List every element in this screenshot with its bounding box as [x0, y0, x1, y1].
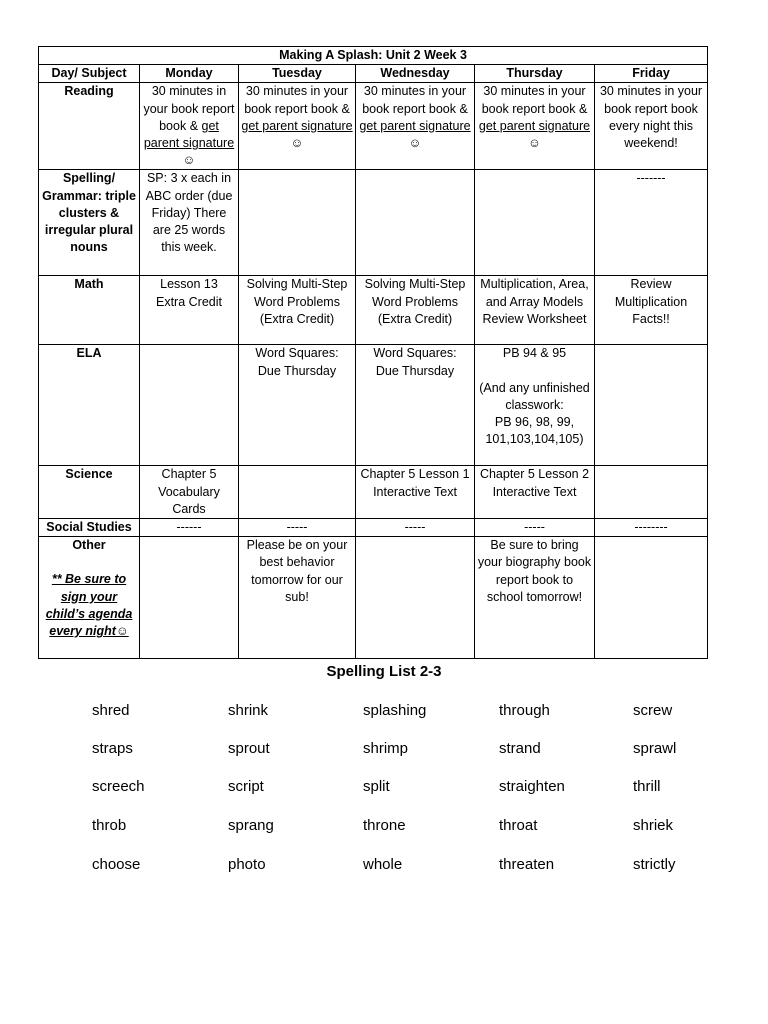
assignment-text: 30 minutes in your book report book & [362, 84, 468, 116]
spelling-word: straps [92, 740, 133, 757]
subject-label: Reading [64, 84, 114, 99]
assignment-cell-thursday [475, 537, 595, 659]
assignment-text: Chapter 5 Vocabulary Cards [158, 467, 220, 516]
assignment-text: Due Thursday [375, 363, 455, 378]
parent-signature-note: get parent signature [143, 118, 235, 151]
assignment-cell-friday [595, 519, 708, 537]
spelling-word: screw [633, 702, 673, 719]
assignment-text: ------ [176, 520, 202, 535]
table-row [39, 537, 708, 659]
assignment-text: ☺ [408, 136, 422, 151]
spelling-list-title: Spelling List 2-3 [326, 663, 442, 680]
assignment-text: Extra Credit [156, 294, 222, 309]
assignment-cell-wednesday [356, 519, 475, 537]
assignment-text: -------- [634, 520, 668, 535]
assignment-cell-monday [140, 537, 239, 659]
subject-cell [39, 170, 140, 276]
assignment-text: Solving Multi-Step Word Problems (Extra Credit) [364, 277, 466, 326]
spelling-word: straighten [499, 778, 565, 795]
assignment-text: PB 96, 98, 99, 101,103,104,105) [485, 415, 584, 447]
assignment-text: 30 minutes in your book report book & [143, 84, 235, 133]
assignment-cell-monday [140, 519, 239, 537]
assignment-text [477, 363, 592, 380]
spelling-word: sprout [228, 740, 270, 757]
spelling-word: choose [92, 856, 141, 873]
assignment-cell-monday [140, 466, 239, 519]
column-header-friday: Friday [595, 65, 708, 83]
assignment-cell-friday [595, 537, 708, 659]
assignment-text: 30 minutes in your book report book & [481, 84, 588, 116]
homework-table [38, 46, 708, 659]
spelling-word: shriek [633, 817, 674, 834]
spelling-word: strictly [633, 856, 676, 873]
spelling-word: whole [363, 856, 403, 873]
assignment-cell-wednesday [356, 345, 475, 466]
subject-label: Math [74, 277, 104, 292]
column-header-thursday: Thursday [475, 65, 595, 83]
assignment-cell-friday [595, 83, 708, 170]
assignment-text: 30 minutes in your book report book & [244, 84, 350, 116]
assignment-cell-tuesday [239, 83, 356, 170]
subject-label: Social Studies [46, 520, 132, 535]
assignment-text: Multiplication, Area, and Array Models Review Worksheet [480, 277, 589, 326]
spelling-word: throat [499, 817, 538, 834]
assignment-cell-monday [140, 170, 239, 276]
assignment-text: Lesson 13 [160, 277, 218, 292]
assignment-text: PB 94 & 95 [502, 346, 567, 361]
assignment-cell-friday [595, 466, 708, 519]
assignment-cell-wednesday [356, 83, 475, 170]
spelling-word: sprang [228, 817, 274, 834]
column-header-wednesday: Wednesday [356, 65, 475, 83]
assignment-cell-tuesday [239, 345, 356, 466]
subject-label: Other [72, 538, 106, 553]
assignment-text: 30 minutes in your book report book every night this weekend! [599, 84, 703, 151]
assignment-text: ☺ [528, 136, 541, 151]
assignment-cell-wednesday [356, 276, 475, 345]
agenda-reminder-note: ** Be sure to sign your child’s agenda every night☺ [45, 572, 133, 639]
assignment-text: ☺ [290, 136, 304, 151]
spelling-word: throb [92, 817, 127, 834]
assignment-cell-monday [140, 345, 239, 466]
parent-signature-note: get parent signature [359, 118, 471, 133]
parent-signature-note: get parent signature [478, 118, 591, 133]
assignment-cell-thursday [475, 170, 595, 276]
spelling-word: screech [92, 778, 145, 795]
assignment-cell-monday [140, 83, 239, 170]
spelling-word: throne [363, 817, 406, 834]
spelling-word: photo [228, 856, 266, 873]
table-row [39, 466, 708, 519]
assignment-text: Review Multiplication Facts!! [614, 277, 688, 326]
subject-cell [39, 519, 140, 537]
table-row [39, 83, 708, 170]
assignment-cell-thursday [475, 466, 595, 519]
assignment-text: Due Thursday [257, 363, 337, 378]
column-header-tuesday: Tuesday [239, 65, 356, 83]
table-title: Making A Splash: Unit 2 Week 3 [39, 47, 708, 65]
spelling-word: script [228, 778, 264, 795]
assignment-text: ☺ [182, 153, 196, 168]
assignment-cell-thursday [475, 276, 595, 345]
table-row [39, 276, 708, 345]
assignment-cell-tuesday [239, 519, 356, 537]
spelling-word: through [499, 702, 550, 719]
spelling-word: shrink [228, 702, 269, 719]
spelling-word: split [363, 778, 390, 795]
subject-cell [39, 83, 140, 170]
parent-signature-note: get parent signature [241, 118, 353, 133]
table-row [39, 170, 708, 276]
spelling-word: shred [92, 702, 130, 719]
subject-cell [39, 466, 140, 519]
assignment-cell-monday [140, 276, 239, 345]
header-row [39, 65, 708, 83]
assignment-cell-tuesday [239, 537, 356, 659]
assignment-text: Word Squares: [373, 346, 457, 361]
assignment-cell-tuesday [239, 466, 356, 519]
assignment-text: Be sure to bring your biography book report book to school tomorrow! [477, 538, 592, 604]
spelling-word: sprawl [633, 740, 677, 757]
assignment-text: Chapter 5 Lesson 1 Interactive Text [360, 467, 470, 499]
assignment-cell-wednesday [356, 537, 475, 659]
assignment-cell-wednesday [356, 466, 475, 519]
assignment-text: ----- [524, 520, 545, 535]
subject-cell [39, 537, 140, 659]
subject-label: Science [65, 467, 113, 482]
assignment-cell-friday [595, 276, 708, 345]
spelling-word: strand [499, 740, 541, 757]
table-row [39, 345, 708, 466]
assignment-text: Please be on your best behavior tomorrow for our sub! [246, 538, 348, 604]
column-header-subject: Day/ Subject [39, 65, 140, 83]
assignment-cell-wednesday [356, 170, 475, 276]
subject-label: Spelling/ Grammar: triple clusters & irregular plural nouns [42, 171, 136, 255]
assignment-cell-thursday [475, 345, 595, 466]
assignment-text: Chapter 5 Lesson 2 Interactive Text [479, 467, 590, 499]
spelling-word: shrimp [363, 740, 409, 757]
subject-cell [39, 345, 140, 466]
assignment-text: ----- [286, 520, 308, 535]
assignment-cell-friday [595, 170, 708, 276]
assignment-text: Solving Multi-Step Word Problems (Extra Credit) [246, 277, 348, 326]
assignment-text: Word Squares: [255, 346, 339, 361]
subject-cell [39, 276, 140, 345]
title-row [39, 47, 708, 65]
assignment-text: SP: 3 x each in ABC order (due Friday) There are 25 words this week. [145, 171, 233, 255]
spelling-word: splashing [363, 702, 427, 719]
assignment-cell-thursday [475, 83, 595, 170]
assignment-cell-tuesday [239, 170, 356, 276]
column-header-monday: Monday [140, 65, 239, 83]
assignment-text: ------- [636, 171, 666, 186]
spelling-word: threaten [499, 856, 555, 873]
assignment-text: (And any unfinished classwork: [479, 380, 590, 412]
assignment-cell-friday [595, 345, 708, 466]
assignment-text: ----- [404, 520, 426, 535]
subject-label: ELA [76, 346, 102, 361]
assignment-cell-thursday [475, 519, 595, 537]
spelling-word: thrill [633, 778, 661, 795]
table-row [39, 519, 708, 537]
assignment-cell-tuesday [239, 276, 356, 345]
